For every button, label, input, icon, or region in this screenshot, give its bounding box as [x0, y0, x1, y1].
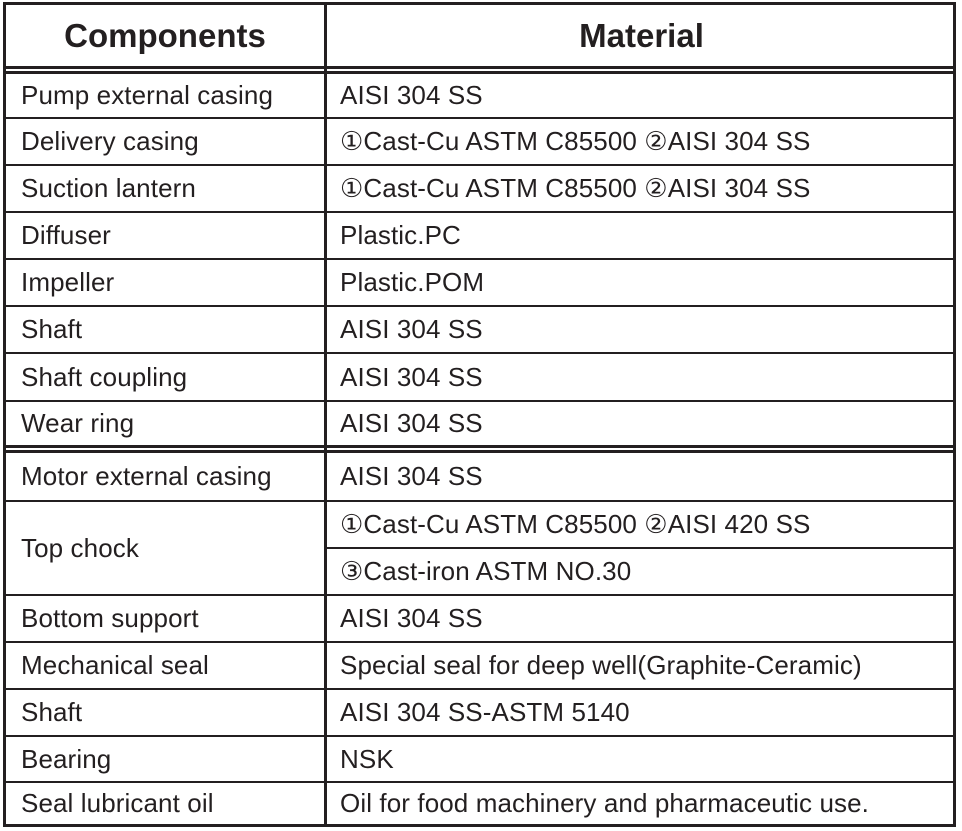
section-separator [6, 445, 953, 453]
materials-table [3, 2, 956, 827]
material-cell: AISI 304 SS [340, 314, 483, 344]
component-cell: Top chock [21, 532, 139, 563]
component-cell: Shaft [21, 314, 83, 344]
material-cell: AISI 304 SS [340, 80, 483, 110]
component-cell: Pump external casing [21, 80, 274, 110]
material-cell: NSK [340, 743, 394, 774]
material-cell: Special seal for deep well(Graphite-Ceramic) [340, 650, 862, 680]
component-cell: Mechanical seal [21, 650, 209, 680]
component-cell: Delivery casing [21, 126, 199, 156]
column-divider [324, 5, 327, 824]
component-cell: Bearing [21, 743, 112, 774]
component-cell: Shaft coupling [21, 361, 188, 392]
component-cell: Wear ring [21, 408, 135, 438]
component-cell: Suction lantern [21, 173, 196, 203]
material-cell: AISI 304 SS [340, 361, 483, 392]
material-cell: Oil for food machinery and pharmaceutic use. [340, 788, 869, 818]
header-components: Components [64, 16, 266, 54]
component-cell: Seal lubricant oil [21, 788, 214, 818]
material-cell: AISI 304 SS-ASTM 5140 [340, 697, 630, 727]
material-cell: Plastic.PC [340, 220, 461, 250]
material-cell: ①Cast-Cu ASTM C85500 ②AISI 304 SS [340, 126, 811, 156]
material-cell: ①Cast-Cu ASTM C85500 ②AISI 304 SS [340, 173, 811, 203]
material-cell: AISI 304 SS [340, 603, 483, 633]
component-cell: Diffuser [21, 220, 111, 250]
component-cell: Impeller [21, 267, 115, 297]
header-material: Material [579, 16, 704, 54]
component-cell: Bottom support [21, 603, 199, 633]
material-cell: ①Cast-Cu ASTM C85500 ②AISI 420 SS [340, 509, 811, 539]
component-cell: Shaft [21, 697, 83, 727]
material-cell: AISI 304 SS [340, 408, 483, 438]
header-separator [6, 66, 953, 74]
material-cell: ③Cast-iron ASTM NO.30 [340, 556, 632, 586]
material-cell: AISI 304 SS [340, 461, 483, 491]
component-cell: Motor external casing [21, 461, 272, 491]
material-cell: Plastic.POM [340, 267, 485, 297]
